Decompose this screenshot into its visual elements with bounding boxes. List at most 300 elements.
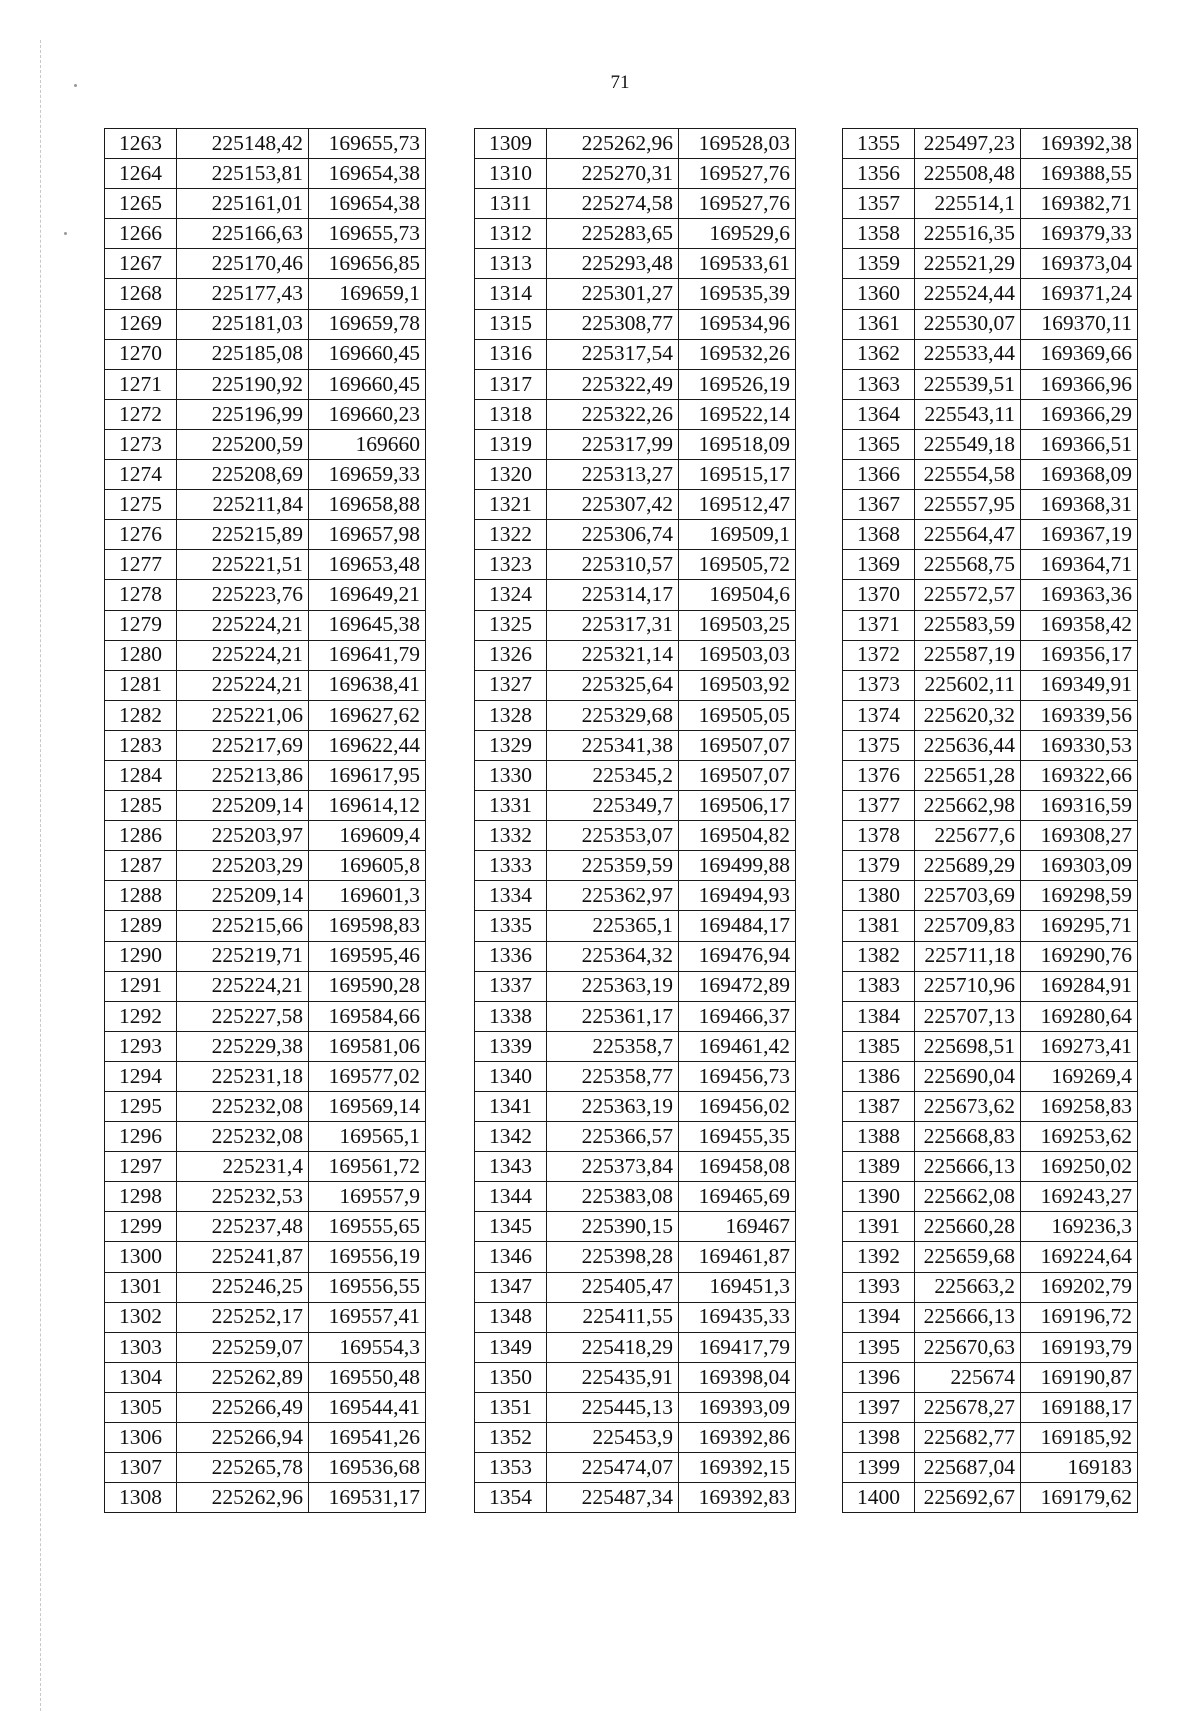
x-coordinate-cell: 225231,18 [177, 1061, 309, 1091]
x-coordinate-cell: 225383,08 [547, 1182, 679, 1212]
y-coordinate-cell: 169577,02 [309, 1061, 426, 1091]
y-coordinate-cell: 169655,73 [309, 129, 426, 159]
y-coordinate-cell: 169370,11 [1021, 309, 1138, 339]
table-row [475, 189, 796, 219]
y-coordinate-cell: 169507,07 [679, 730, 796, 760]
table-row [843, 911, 1138, 941]
x-coordinate-cell: 225213,86 [177, 760, 309, 790]
table-row [475, 1302, 796, 1332]
point-number-cell: 1287 [105, 851, 177, 881]
point-number-cell: 1309 [475, 129, 547, 159]
coordinate-table-2 [474, 128, 796, 1513]
y-coordinate-cell: 169183 [1021, 1453, 1138, 1483]
y-coordinate-cell: 169506,17 [679, 791, 796, 821]
table-row [843, 129, 1138, 159]
point-number-cell: 1320 [475, 460, 547, 490]
x-coordinate-cell: 225497,23 [915, 129, 1021, 159]
y-coordinate-cell: 169657,98 [309, 520, 426, 550]
y-coordinate-cell: 169295,71 [1021, 911, 1138, 941]
x-coordinate-cell: 225363,19 [547, 971, 679, 1001]
x-coordinate-cell: 225203,29 [177, 851, 309, 881]
x-coordinate-cell: 225666,13 [915, 1302, 1021, 1332]
point-number-cell: 1302 [105, 1302, 177, 1332]
y-coordinate-cell: 169554,3 [309, 1332, 426, 1362]
y-coordinate-cell: 169269,4 [1021, 1061, 1138, 1091]
point-number-cell: 1368 [843, 520, 915, 550]
x-coordinate-cell: 225266,49 [177, 1392, 309, 1422]
table-row [843, 610, 1138, 640]
y-coordinate-cell: 169371,24 [1021, 279, 1138, 309]
point-number-cell: 1267 [105, 249, 177, 279]
table-row [843, 821, 1138, 851]
point-number-cell: 1303 [105, 1332, 177, 1362]
point-number-cell: 1397 [843, 1392, 915, 1422]
scan-speck [64, 232, 67, 235]
y-coordinate-cell: 169339,56 [1021, 700, 1138, 730]
y-coordinate-cell: 169503,92 [679, 670, 796, 700]
y-coordinate-cell: 169641,79 [309, 640, 426, 670]
y-coordinate-cell: 169388,55 [1021, 159, 1138, 189]
x-coordinate-cell: 225349,7 [547, 791, 679, 821]
x-coordinate-cell: 225224,21 [177, 640, 309, 670]
table-row [475, 429, 796, 459]
point-number-cell: 1318 [475, 399, 547, 429]
table-row [843, 429, 1138, 459]
point-number-cell: 1350 [475, 1362, 547, 1392]
x-coordinate-cell: 225677,6 [915, 821, 1021, 851]
table-row [843, 1423, 1138, 1453]
table-row [843, 580, 1138, 610]
table-row [475, 1152, 796, 1182]
table-row [105, 1242, 426, 1272]
point-number-cell: 1391 [843, 1212, 915, 1242]
x-coordinate-cell: 225568,75 [915, 550, 1021, 580]
x-coordinate-cell: 225636,44 [915, 730, 1021, 760]
x-coordinate-cell: 225241,87 [177, 1242, 309, 1272]
point-number-cell: 1382 [843, 941, 915, 971]
y-coordinate-cell: 169322,66 [1021, 760, 1138, 790]
table-row [105, 791, 426, 821]
y-coordinate-cell: 169280,64 [1021, 1001, 1138, 1031]
y-coordinate-cell: 169544,41 [309, 1392, 426, 1422]
point-number-cell: 1340 [475, 1061, 547, 1091]
y-coordinate-cell: 169649,21 [309, 580, 426, 610]
y-coordinate-cell: 169660,45 [309, 339, 426, 369]
y-coordinate-cell: 169531,17 [309, 1483, 426, 1513]
x-coordinate-cell: 225662,98 [915, 791, 1021, 821]
point-number-cell: 1315 [475, 309, 547, 339]
table-row [105, 1483, 426, 1513]
table-row [105, 971, 426, 1001]
x-coordinate-cell: 225317,99 [547, 429, 679, 459]
x-coordinate-cell: 225232,53 [177, 1182, 309, 1212]
table-row [475, 1031, 796, 1061]
table-row [475, 700, 796, 730]
x-coordinate-cell: 225668,83 [915, 1122, 1021, 1152]
y-coordinate-cell: 169316,59 [1021, 791, 1138, 821]
x-coordinate-cell: 225161,01 [177, 189, 309, 219]
y-coordinate-cell: 169364,71 [1021, 550, 1138, 580]
x-coordinate-cell: 225314,17 [547, 580, 679, 610]
y-coordinate-cell: 169556,19 [309, 1242, 426, 1272]
x-coordinate-cell: 225211,84 [177, 490, 309, 520]
y-coordinate-cell: 169659,1 [309, 279, 426, 309]
y-coordinate-cell: 169250,02 [1021, 1152, 1138, 1182]
y-coordinate-cell: 169569,14 [309, 1092, 426, 1122]
y-coordinate-cell: 169660 [309, 429, 426, 459]
point-number-cell: 1304 [105, 1362, 177, 1392]
table-row [105, 339, 426, 369]
x-coordinate-cell: 225662,08 [915, 1182, 1021, 1212]
table-row [843, 309, 1138, 339]
x-coordinate-cell: 225564,47 [915, 520, 1021, 550]
y-coordinate-cell: 169368,31 [1021, 490, 1138, 520]
y-coordinate-cell: 169654,38 [309, 159, 426, 189]
table-row [475, 1182, 796, 1212]
table-row [105, 1001, 426, 1031]
point-number-cell: 1293 [105, 1031, 177, 1061]
table-row [475, 129, 796, 159]
x-coordinate-cell: 225670,63 [915, 1332, 1021, 1362]
table-row [843, 1362, 1138, 1392]
x-coordinate-cell: 225572,57 [915, 580, 1021, 610]
point-number-cell: 1271 [105, 369, 177, 399]
x-coordinate-cell: 225666,13 [915, 1152, 1021, 1182]
y-coordinate-cell: 169622,44 [309, 730, 426, 760]
y-coordinate-cell: 169557,9 [309, 1182, 426, 1212]
table-row [475, 159, 796, 189]
table-row [105, 279, 426, 309]
point-number-cell: 1389 [843, 1152, 915, 1182]
table-row [843, 1483, 1138, 1513]
point-number-cell: 1381 [843, 911, 915, 941]
y-coordinate-cell: 169188,17 [1021, 1392, 1138, 1422]
y-coordinate-cell: 169512,47 [679, 490, 796, 520]
table-row [843, 1001, 1138, 1031]
point-number-cell: 1285 [105, 791, 177, 821]
y-coordinate-cell: 169196,72 [1021, 1302, 1138, 1332]
point-number-cell: 1306 [105, 1423, 177, 1453]
table-row [475, 941, 796, 971]
point-number-cell: 1273 [105, 429, 177, 459]
y-coordinate-cell: 169503,03 [679, 640, 796, 670]
table-row [105, 1392, 426, 1422]
y-coordinate-cell: 169392,15 [679, 1453, 796, 1483]
x-coordinate-cell: 225252,17 [177, 1302, 309, 1332]
table-row [105, 189, 426, 219]
point-number-cell: 1311 [475, 189, 547, 219]
point-number-cell: 1394 [843, 1302, 915, 1332]
table-row [475, 1242, 796, 1272]
x-coordinate-cell: 225516,35 [915, 219, 1021, 249]
point-number-cell: 1275 [105, 490, 177, 520]
point-number-cell: 1317 [475, 369, 547, 399]
point-number-cell: 1300 [105, 1242, 177, 1272]
y-coordinate-cell: 169645,38 [309, 610, 426, 640]
point-number-cell: 1334 [475, 881, 547, 911]
x-coordinate-cell: 225181,03 [177, 309, 309, 339]
y-coordinate-cell: 169609,4 [309, 821, 426, 851]
point-number-cell: 1365 [843, 429, 915, 459]
y-coordinate-cell: 169654,38 [309, 189, 426, 219]
x-coordinate-cell: 225659,68 [915, 1242, 1021, 1272]
y-coordinate-cell: 169363,36 [1021, 580, 1138, 610]
x-coordinate-cell: 225259,07 [177, 1332, 309, 1362]
y-coordinate-cell: 169561,72 [309, 1152, 426, 1182]
x-coordinate-cell: 225690,04 [915, 1061, 1021, 1091]
point-number-cell: 1395 [843, 1332, 915, 1362]
x-coordinate-cell: 225231,4 [177, 1152, 309, 1182]
y-coordinate-cell: 169535,39 [679, 279, 796, 309]
y-coordinate-cell: 169505,72 [679, 550, 796, 580]
point-number-cell: 1276 [105, 520, 177, 550]
y-coordinate-cell: 169533,61 [679, 249, 796, 279]
y-coordinate-cell: 169379,33 [1021, 219, 1138, 249]
table-row [843, 1061, 1138, 1091]
x-coordinate-cell: 225215,89 [177, 520, 309, 550]
point-number-cell: 1277 [105, 550, 177, 580]
table-row [475, 1272, 796, 1302]
x-coordinate-cell: 225283,65 [547, 219, 679, 249]
point-number-cell: 1296 [105, 1122, 177, 1152]
y-coordinate-cell: 169366,96 [1021, 369, 1138, 399]
x-coordinate-cell: 225224,21 [177, 971, 309, 1001]
table-row [843, 189, 1138, 219]
table-row [843, 881, 1138, 911]
y-coordinate-cell: 169369,66 [1021, 339, 1138, 369]
y-coordinate-cell: 169509,1 [679, 520, 796, 550]
table-row [105, 821, 426, 851]
point-number-cell: 1280 [105, 640, 177, 670]
table-row [843, 730, 1138, 760]
table-row [843, 670, 1138, 700]
x-coordinate-cell: 225153,81 [177, 159, 309, 189]
y-coordinate-cell: 169258,83 [1021, 1092, 1138, 1122]
table-row [105, 1453, 426, 1483]
x-coordinate-cell: 225265,78 [177, 1453, 309, 1483]
y-coordinate-cell: 169565,1 [309, 1122, 426, 1152]
y-coordinate-cell: 169503,25 [679, 610, 796, 640]
x-coordinate-cell: 225308,77 [547, 309, 679, 339]
x-coordinate-cell: 225361,17 [547, 1001, 679, 1031]
point-number-cell: 1364 [843, 399, 915, 429]
table-row [475, 399, 796, 429]
point-number-cell: 1314 [475, 279, 547, 309]
y-coordinate-cell: 169356,17 [1021, 640, 1138, 670]
table-row [475, 610, 796, 640]
table-row [475, 1122, 796, 1152]
x-coordinate-cell: 225322,49 [547, 369, 679, 399]
table-row [475, 1001, 796, 1031]
table-row [105, 1272, 426, 1302]
x-coordinate-cell: 225227,58 [177, 1001, 309, 1031]
y-coordinate-cell: 169273,41 [1021, 1031, 1138, 1061]
y-coordinate-cell: 169358,42 [1021, 610, 1138, 640]
table-row [475, 730, 796, 760]
x-coordinate-cell: 225689,29 [915, 851, 1021, 881]
x-coordinate-cell: 225148,42 [177, 129, 309, 159]
y-coordinate-cell: 169366,51 [1021, 429, 1138, 459]
point-number-cell: 1360 [843, 279, 915, 309]
x-coordinate-cell: 225177,43 [177, 279, 309, 309]
y-coordinate-cell: 169522,14 [679, 399, 796, 429]
point-number-cell: 1297 [105, 1152, 177, 1182]
point-number-cell: 1379 [843, 851, 915, 881]
point-number-cell: 1349 [475, 1332, 547, 1362]
y-coordinate-cell: 169527,76 [679, 159, 796, 189]
table-row [843, 159, 1138, 189]
point-number-cell: 1263 [105, 129, 177, 159]
point-number-cell: 1319 [475, 429, 547, 459]
table-row [475, 640, 796, 670]
x-coordinate-cell: 225474,07 [547, 1453, 679, 1483]
y-coordinate-cell: 169658,88 [309, 490, 426, 520]
table-row [843, 490, 1138, 520]
point-number-cell: 1392 [843, 1242, 915, 1272]
x-coordinate-cell: 225190,92 [177, 369, 309, 399]
point-number-cell: 1272 [105, 399, 177, 429]
point-number-cell: 1373 [843, 670, 915, 700]
y-coordinate-cell: 169638,41 [309, 670, 426, 700]
point-number-cell: 1305 [105, 1392, 177, 1422]
y-coordinate-cell: 169472,89 [679, 971, 796, 1001]
table-row [843, 279, 1138, 309]
point-number-cell: 1330 [475, 760, 547, 790]
x-coordinate-cell: 225411,55 [547, 1302, 679, 1332]
y-coordinate-cell: 169202,79 [1021, 1272, 1138, 1302]
point-number-cell: 1269 [105, 309, 177, 339]
table-row [475, 1332, 796, 1362]
y-coordinate-cell: 169243,27 [1021, 1182, 1138, 1212]
point-number-cell: 1344 [475, 1182, 547, 1212]
table-row [843, 1272, 1138, 1302]
point-number-cell: 1363 [843, 369, 915, 399]
y-coordinate-cell: 169392,86 [679, 1423, 796, 1453]
y-coordinate-cell: 169601,3 [309, 881, 426, 911]
x-coordinate-cell: 225185,08 [177, 339, 309, 369]
table-row [475, 490, 796, 520]
x-coordinate-cell: 225221,06 [177, 700, 309, 730]
table-row [105, 851, 426, 881]
table-row [843, 700, 1138, 730]
point-number-cell: 1372 [843, 640, 915, 670]
x-coordinate-cell: 225325,64 [547, 670, 679, 700]
point-number-cell: 1357 [843, 189, 915, 219]
table-row [475, 1212, 796, 1242]
table-row [475, 279, 796, 309]
x-coordinate-cell: 225224,21 [177, 670, 309, 700]
y-coordinate-cell: 169507,07 [679, 760, 796, 790]
table-row [843, 640, 1138, 670]
x-coordinate-cell: 225363,19 [547, 1092, 679, 1122]
x-coordinate-cell: 225358,7 [547, 1031, 679, 1061]
y-coordinate-cell: 169253,62 [1021, 1122, 1138, 1152]
x-coordinate-cell: 225651,28 [915, 760, 1021, 790]
x-coordinate-cell: 225660,28 [915, 1212, 1021, 1242]
point-number-cell: 1279 [105, 610, 177, 640]
point-number-cell: 1341 [475, 1092, 547, 1122]
point-number-cell: 1289 [105, 911, 177, 941]
point-number-cell: 1282 [105, 700, 177, 730]
point-number-cell: 1312 [475, 219, 547, 249]
y-coordinate-cell: 169627,62 [309, 700, 426, 730]
point-number-cell: 1358 [843, 219, 915, 249]
table-row [843, 399, 1138, 429]
x-coordinate-cell: 225345,2 [547, 760, 679, 790]
x-coordinate-cell: 225711,18 [915, 941, 1021, 971]
table-row [475, 1092, 796, 1122]
table-row [105, 941, 426, 971]
point-number-cell: 1367 [843, 490, 915, 520]
x-coordinate-cell: 225445,13 [547, 1392, 679, 1422]
y-coordinate-cell: 169556,55 [309, 1272, 426, 1302]
point-number-cell: 1339 [475, 1031, 547, 1061]
point-number-cell: 1388 [843, 1122, 915, 1152]
x-coordinate-cell: 225703,69 [915, 881, 1021, 911]
point-number-cell: 1295 [105, 1092, 177, 1122]
point-number-cell: 1299 [105, 1212, 177, 1242]
y-coordinate-cell: 169532,26 [679, 339, 796, 369]
y-coordinate-cell: 169598,83 [309, 911, 426, 941]
x-coordinate-cell: 225365,1 [547, 911, 679, 941]
y-coordinate-cell: 169224,64 [1021, 1242, 1138, 1272]
point-number-cell: 1384 [843, 1001, 915, 1031]
table-row [843, 1031, 1138, 1061]
point-number-cell: 1359 [843, 249, 915, 279]
table-row [843, 1242, 1138, 1272]
point-number-cell: 1335 [475, 911, 547, 941]
x-coordinate-cell: 225521,29 [915, 249, 1021, 279]
y-coordinate-cell: 169373,04 [1021, 249, 1138, 279]
point-number-cell: 1283 [105, 730, 177, 760]
table-row [105, 520, 426, 550]
y-coordinate-cell: 169557,41 [309, 1302, 426, 1332]
table-row [105, 369, 426, 399]
table-row [475, 520, 796, 550]
table-row [105, 460, 426, 490]
table-row [843, 1392, 1138, 1422]
y-coordinate-cell: 169190,87 [1021, 1362, 1138, 1392]
x-coordinate-cell: 225435,91 [547, 1362, 679, 1392]
x-coordinate-cell: 225359,59 [547, 851, 679, 881]
x-coordinate-cell: 225602,11 [915, 670, 1021, 700]
table-row [843, 339, 1138, 369]
x-coordinate-cell: 225306,74 [547, 520, 679, 550]
x-coordinate-cell: 225341,38 [547, 730, 679, 760]
y-coordinate-cell: 169515,17 [679, 460, 796, 490]
x-coordinate-cell: 225246,25 [177, 1272, 309, 1302]
point-number-cell: 1313 [475, 249, 547, 279]
point-number-cell: 1333 [475, 851, 547, 881]
x-coordinate-cell: 225229,38 [177, 1031, 309, 1061]
point-number-cell: 1380 [843, 881, 915, 911]
table-row [475, 791, 796, 821]
y-coordinate-cell: 169534,96 [679, 309, 796, 339]
y-coordinate-cell: 169536,68 [309, 1453, 426, 1483]
x-coordinate-cell: 225366,57 [547, 1122, 679, 1152]
y-coordinate-cell: 169476,94 [679, 941, 796, 971]
point-number-cell: 1370 [843, 580, 915, 610]
x-coordinate-cell: 225524,44 [915, 279, 1021, 309]
y-coordinate-cell: 169529,6 [679, 219, 796, 249]
point-number-cell: 1322 [475, 520, 547, 550]
point-number-cell: 1292 [105, 1001, 177, 1031]
point-number-cell: 1351 [475, 1392, 547, 1422]
y-coordinate-cell: 169290,76 [1021, 941, 1138, 971]
table-row [475, 881, 796, 911]
point-number-cell: 1376 [843, 760, 915, 790]
y-coordinate-cell: 169392,38 [1021, 129, 1138, 159]
